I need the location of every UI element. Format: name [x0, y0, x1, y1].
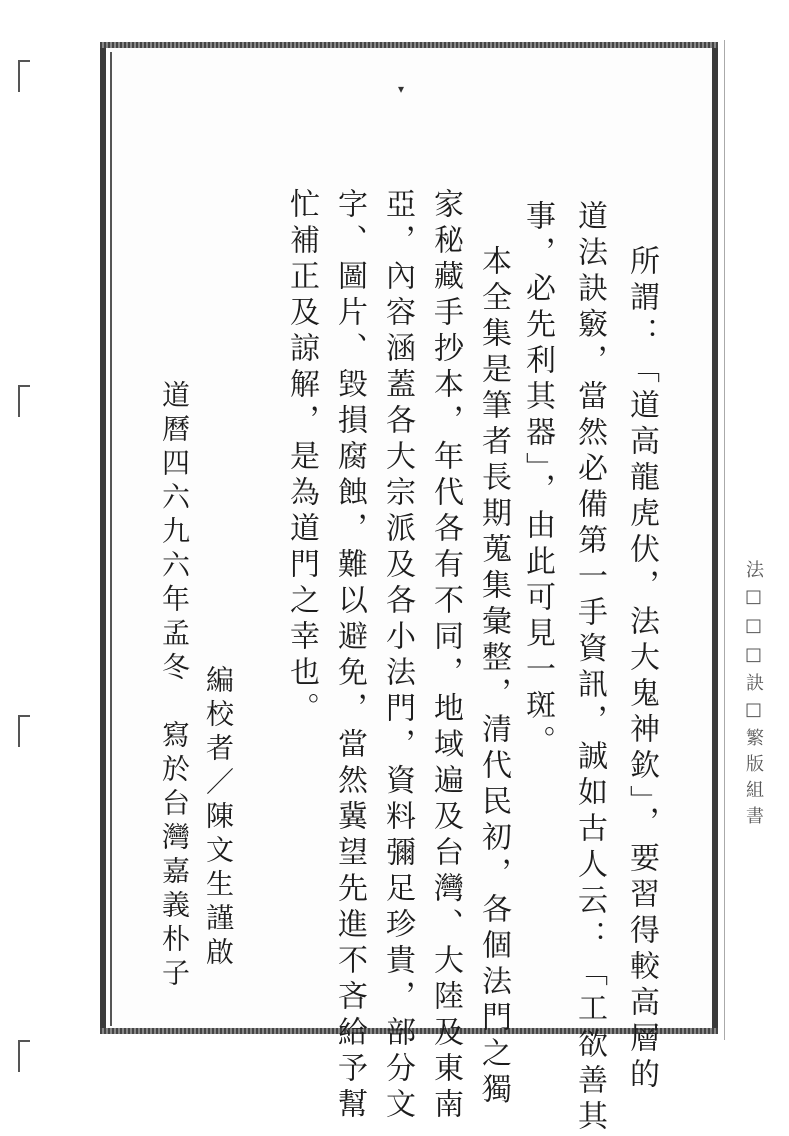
body-column-4: 本全集是筆者長期蒐集彙整，清代民初，各個法門之獨 — [476, 245, 511, 1109]
scan-speck: ▾ — [398, 82, 405, 96]
body-column-6: 亞，內容涵蓋各大宗派及各小法門，資料彌足珍貴，部分文 — [380, 188, 415, 1124]
scan-edge-mark — [18, 385, 30, 417]
adjacent-page-edge-text: 法□□□訣□繁版組書 — [743, 560, 764, 832]
border-texture-top — [100, 42, 718, 48]
scan-edge-mark — [18, 60, 30, 92]
scan-edge-mark — [18, 1040, 30, 1072]
body-column-5: 家秘藏手抄本，年代各有不同，地域遍及台灣、大陸及東南 — [428, 188, 463, 1124]
inner-border-line — [110, 52, 112, 1026]
body-column-3: 事，必先利其器」，由此可見一斑。 — [520, 200, 555, 761]
editor-signature: 編校者／陳文生謹啟 — [202, 665, 235, 971]
edge-rule — [724, 40, 725, 1040]
body-column-8: 忙補正及諒解，是為道門之幸也。 — [284, 188, 319, 728]
body-column-7: 字、圖片、毀損腐蝕，難以避免，當然冀望先進不吝給予幫 — [332, 188, 367, 1124]
scan-edge-mark — [18, 715, 30, 747]
date-line: 道曆四六九六年孟冬 寫於台灣嘉義朴子 — [158, 380, 191, 992]
body-column-1: 所謂：「道高龍虎伏，法大鬼神欽」，要習得較高層的 — [624, 245, 659, 1094]
body-column-2: 道法訣竅，當然必備第一手資訊，誠如古人云：「工欲善其 — [572, 200, 607, 1136]
